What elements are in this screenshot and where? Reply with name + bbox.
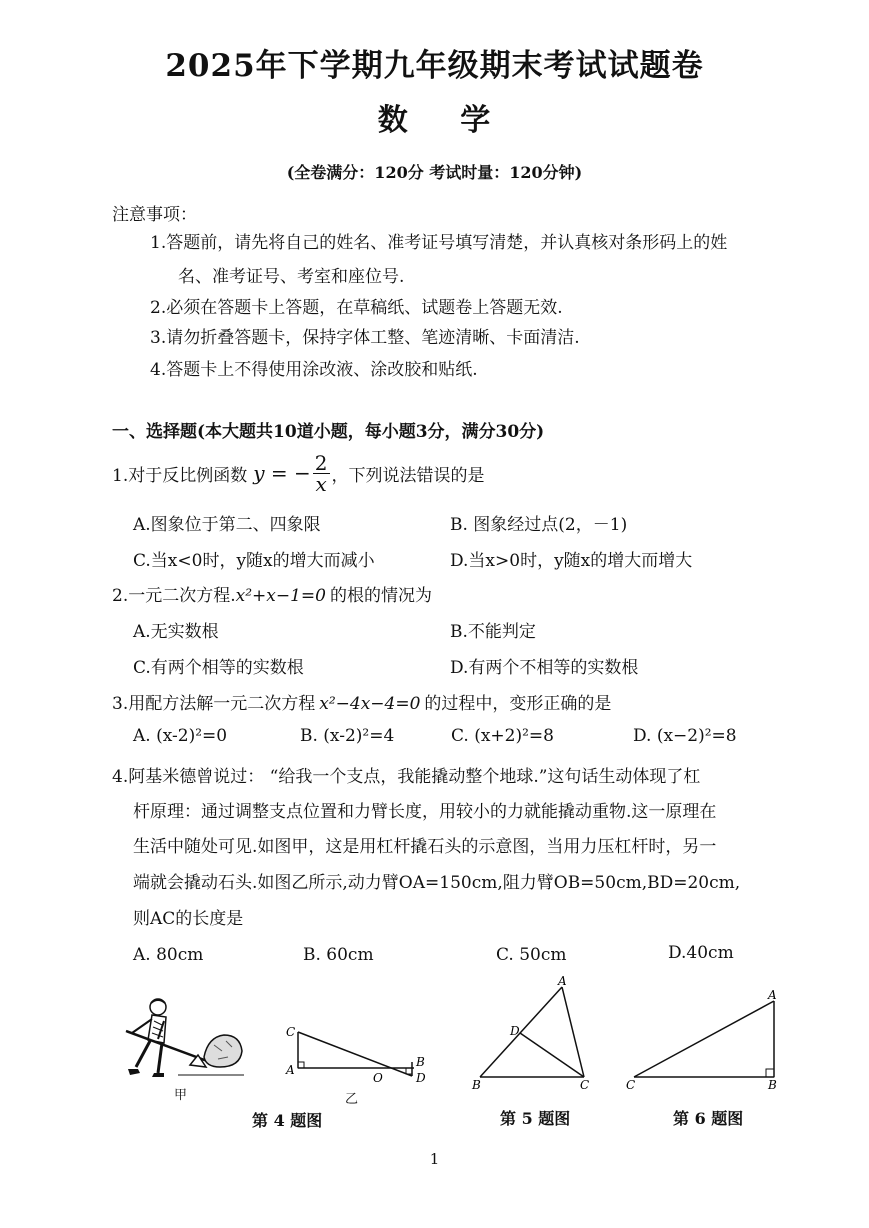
q3-option-c: C. (x+2)²=8 [451,726,554,746]
question-4-line-3: 生活中随处可见.如图甲，这是用杠杆撬石头的示意图，当用力压杠杆时，另一 [133,837,717,857]
exam-title: 2025年下学期九年级期末考试试题卷 [165,48,704,84]
q4-option-c: C. 50cm [496,945,567,965]
fig6-label-c: C [626,1078,636,1091]
q1-denominator: x [315,471,327,496]
figure-4-lever-diagram [282,1020,432,1090]
figure-6-right-triangle [622,985,792,1091]
fig5-label-b: B [472,1078,481,1092]
q1-option-d: D.当x>0时，y随x的增大而增大 [450,551,693,571]
q3-option-d: D. (x−2)²=8 [633,726,737,746]
question-4-line-5: 则AC的长度是 [133,909,244,929]
question-4-line-2: 杆原理：通过调整支点位置和力臂长度，用较小的力就能撬动重物.这一原理在 [133,802,717,822]
exam-meta: (全卷满分：120分 考试时量：120分钟) [286,163,583,182]
q4-option-d: D.40cm [668,943,734,963]
q4-option-b: B. 60cm [303,945,374,965]
page-number: 1 [429,1150,440,1168]
question-1-suffix: ，下列说法错误的是 [331,465,485,486]
fig4-label-a: A [286,1063,295,1077]
question-2-prefix: 2.一元二次方程. [112,586,236,606]
subject-title: 数 学 [377,103,492,138]
question-1-stem [112,448,485,498]
q2-option-a: A.无实数根 [133,622,219,642]
fig6-label-b: B [768,1078,777,1091]
question-3-suffix: 的过程中，变形正确的是 [424,694,612,714]
question-3-stem [112,689,611,714]
q1-option-a: A.图象位于第二、四象限 [133,515,321,535]
question-3-prefix: 3.用配方法解一元二次方程 [112,694,316,714]
section-heading: 一、选择题(本大题共10道小题，每小题3分，满分30分) [112,422,545,442]
notice-item-3: 3.请勿折叠答题卡，保持字体工整、笔迹清晰、卡面清洁. [150,328,580,348]
fig5-label-c: C [580,1078,590,1092]
q1-option-b: B. 图象经过点(2，－1) [450,515,628,535]
notice-item-4: 4.答题卡上不得使用涂改液、涂改胶和贴纸. [150,360,478,380]
q3-option-a: A. (x-2)²=0 [133,726,228,746]
figure-6-caption: 第 6 题图 [673,1109,744,1128]
q2-option-b: B.不能判定 [450,622,536,642]
question-4-line-4: 端就会撬动石头.如图乙所示,动力臂OA=150cm,阻力臂OB=50cm,BD=20cm, [133,873,741,893]
q2-equation: x²+x−1=0 [235,586,326,606]
q1-function-lhs: y = − [253,461,311,485]
figure-4-yi-label: 乙 [345,1092,359,1107]
question-2-suffix: 的根的情况为 [329,586,432,606]
figure-5-triangle [468,975,598,1093]
figure-5-caption: 第 5 题图 [500,1109,571,1128]
q2-option-d: D.有两个不相等的实数根 [450,658,639,678]
notice-item-1-cont: 名、准考证号、考室和座位号. [178,267,405,287]
fig4-label-o: O [373,1071,383,1085]
q1-fraction [313,450,330,496]
fig4-label-d: D [416,1071,426,1085]
q1-option-c: C.当x<0时，y随x的增大而减小 [133,551,375,571]
fig4-label-b: B [416,1055,425,1069]
figure-4-caption: 第 4 题图 [252,1111,323,1130]
q2-option-c: C.有两个相等的实数根 [133,658,304,678]
notice-item-1: 1.答题前，请先将自己的姓名、准考证号填写清楚，并认真核对条形码上的姓 [150,233,728,253]
q4-option-a: A. 80cm [133,945,204,965]
q3-equation: x²−4x−4=0 [319,694,421,714]
fig5-label-d: D [510,1024,520,1038]
question-2-stem [112,581,432,606]
figure-4-jia-label: 甲 [174,1088,188,1103]
question-1-prefix: 1.对于反比例函数 [112,465,248,486]
notice-item-2: 2.必须在答题卡上答题，在草稿纸、试题卷上答题无效. [150,298,563,318]
q1-numerator: 2 [314,450,328,475]
notice-heading: 注意事项： [112,205,197,225]
fig5-label-a: A [558,975,567,988]
q3-option-b: B. (x-2)²=4 [300,726,395,746]
question-4-line-1: 4.阿基米德曾说过： “给我一个支点，我能撬动整个地球.”这句话生动体现了杠 [112,767,701,787]
fig6-label-a: A [768,988,777,1002]
fig4-label-c: C [286,1025,296,1039]
